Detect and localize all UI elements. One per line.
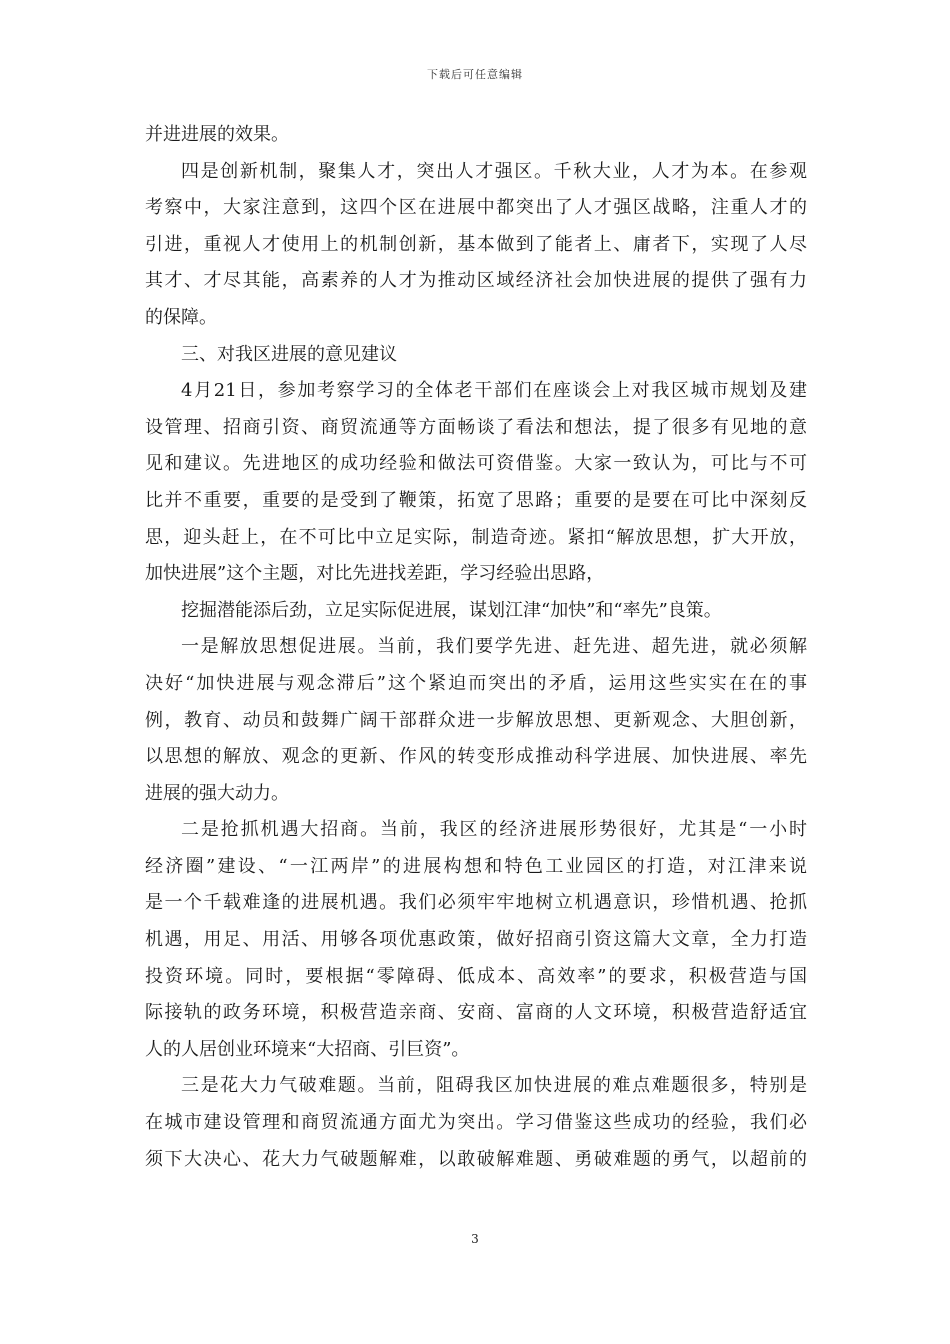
section-heading: 三、对我区进展的意见建议 bbox=[181, 343, 397, 365]
text-line: 并进进展的效果。 bbox=[145, 124, 289, 145]
text-line: 见和建议。先进地区的成功经验和做法可资借鉴。大家一致认为，可比与不可 bbox=[145, 453, 807, 475]
text-line: 比并不重要，重要的是受到了鞭策，拓宽了思路；重要的是要在可比中深刻反 bbox=[145, 489, 807, 511]
text-line: 4月21日，参加考察学习的全体老干部们在座谈会上对我区城市规划及建 bbox=[181, 380, 807, 402]
text-line: 是一个千载难逢的进展机遇。我们必须牢牢地树立机遇意识，珍惜机遇、抢抓 bbox=[145, 892, 807, 914]
text-line: 际接轨的政务环境，积极营造亲商、安商、富商的人文环境，积极营造舒适宜 bbox=[145, 1002, 807, 1024]
text-line: 以思想的解放、观念的更新、作风的转变形成推动科学进展、加快进展、率先 bbox=[145, 746, 807, 768]
text-line: 四是创新机制，聚集人才，突出人才强区。千秋大业，人才为本。在参观 bbox=[181, 160, 807, 182]
text-line: 思，迎头赶上，在不可比中立足实际，制造奇迹。紧扣“解放思想，扩大开放， bbox=[145, 526, 807, 548]
text-line: 三是花大力气破难题。当前，阻碍我区加快进展的难点难题很多，特别是 bbox=[181, 1075, 807, 1097]
text-line: 经济圈”建设、“一江两岸”的进展构想和特色工业园区的打造，对江津来说 bbox=[145, 855, 807, 877]
text-line: 加快进展”这个主题，对比先进找差距，学习经验出思路， bbox=[145, 563, 605, 585]
text-line: 机遇，用足、用活、用够各项优惠政策，做好招商引资这篇大文章，全力打造 bbox=[145, 929, 807, 951]
text-line: 设管理、招商引资、商贸流通等方面畅谈了看法和想法，提了很多有见地的意 bbox=[145, 416, 807, 438]
text-line: 进展的强大动力。 bbox=[145, 782, 289, 804]
text-line: 决好“加快进展与观念滞后”这个紧迫而突出的矛盾，运用这些实实在在的事 bbox=[145, 672, 807, 694]
text-line: 二是抢抓机遇大招商。当前，我区的经济进展形势很好，尤其是“一小时 bbox=[181, 819, 807, 841]
text-line: 投资环境。同时，要根据“零障碍、低成本、高效率”的要求，积极营造与国 bbox=[145, 965, 807, 987]
text-line: 人的人居创业环境来“大招商、引巨资”。 bbox=[145, 1038, 470, 1060]
text-line: 考察中，大家注意到，这四个区在进展中都突出了人才强区战略，注重人才的 bbox=[145, 197, 807, 219]
text-line: 例，教育、动员和鼓舞广阔干部群众进一步解放思想、更新观念、大胆创新， bbox=[145, 709, 807, 731]
page-number: 3 bbox=[471, 1232, 479, 1246]
text-line: 在城市建设管理和商贸流通方面尤为突出。学习借鉴这些成功的经验，我们必 bbox=[145, 1112, 807, 1134]
text-line: 一是解放思想促进展。当前，我们要学先进、赶先进、超先进，就必须解 bbox=[181, 636, 807, 658]
document-body bbox=[145, 117, 807, 1178]
text-line: 引进，重视人才使用上的机制创新，基本做到了能者上、庸者下，实现了人尽 bbox=[145, 233, 807, 255]
text-line: 的保障。 bbox=[145, 306, 217, 328]
text-line: 挖掘潜能添后劲，立足实际促进展，谋划江津“加快”和“率先”良策。 bbox=[181, 599, 722, 621]
page-header: 下载后可任意编辑 bbox=[427, 68, 523, 81]
text-line: 其才、才尽其能，高素养的人才为推动区域经济社会加快进展的提供了强有力 bbox=[145, 270, 807, 292]
text-line: 须下大决心、花大力气破题解难，以敢破解难题、勇破难题的勇气，以超前的 bbox=[145, 1148, 807, 1170]
